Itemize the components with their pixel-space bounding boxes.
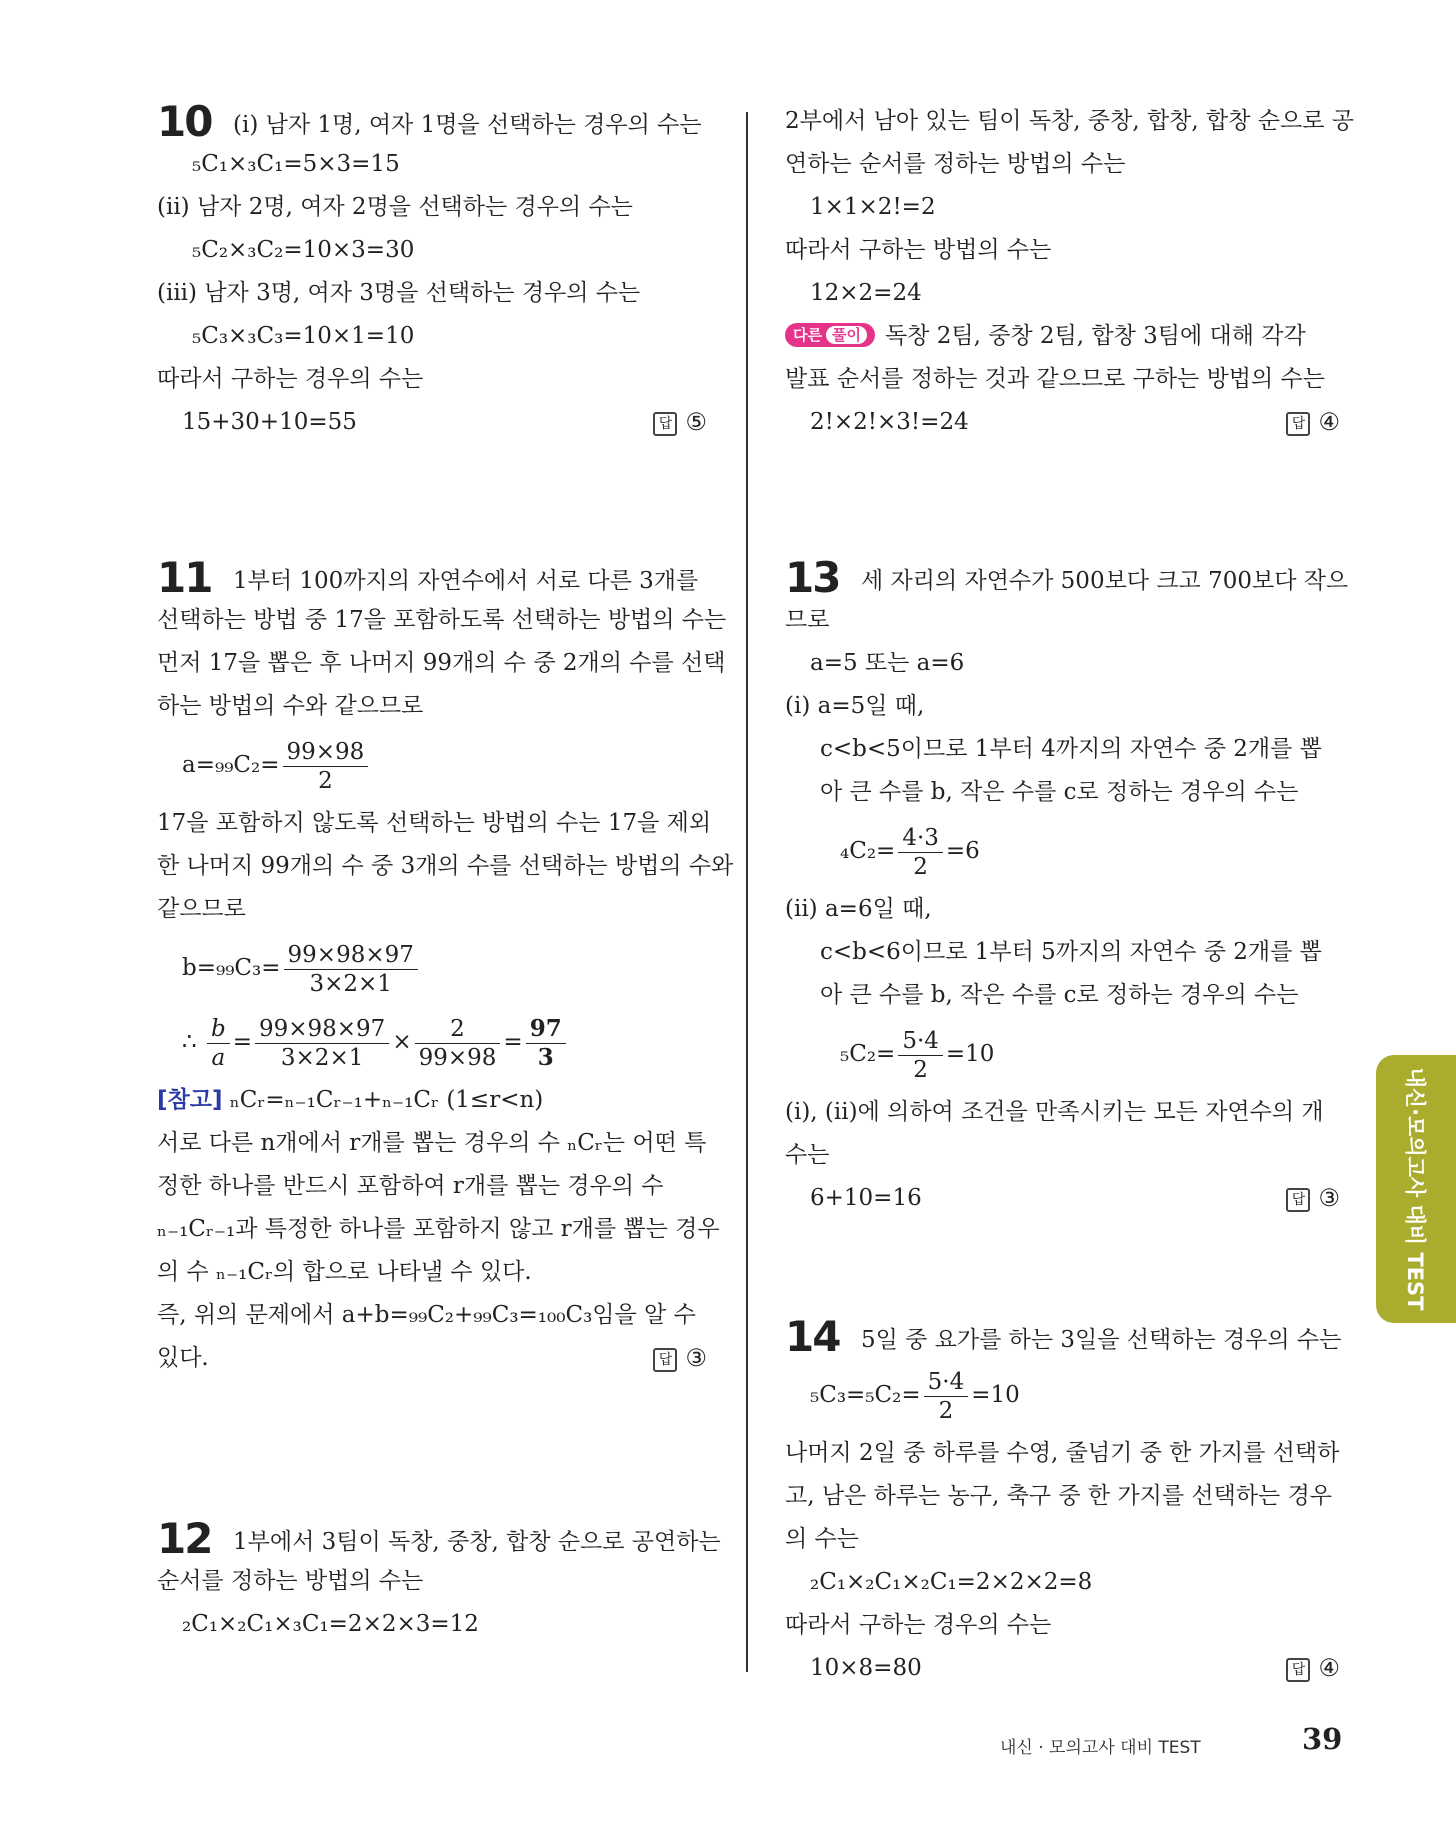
result-equation: 12×2=24 bbox=[810, 280, 922, 306]
question-14 bbox=[785, 1312, 1342, 1690]
numerator: b bbox=[207, 1015, 230, 1044]
denominator: 3 bbox=[537, 1043, 554, 1071]
result-equation: 10×8=80 bbox=[810, 1655, 922, 1681]
equation-case-1 bbox=[785, 814, 1340, 888]
text-line: c<b<5이므로 1부터 4까지의 자연수 중 2개를 뽑 bbox=[820, 736, 1322, 762]
question-number: 11 bbox=[157, 553, 212, 602]
numerator: 5·4 bbox=[898, 1027, 943, 1056]
equation: 2!×2!×3!=24 bbox=[810, 409, 969, 435]
text-line: 5일 중 요가를 하는 3일을 선택하는 경우의 수는 bbox=[861, 1327, 1342, 1353]
text-line: (i) a=5일 때, bbox=[785, 693, 925, 719]
question-number: 12 bbox=[157, 1514, 212, 1563]
equation-a bbox=[157, 728, 707, 802]
numerator: 5·4 bbox=[924, 1368, 969, 1397]
numerator: 99×98×97 bbox=[284, 941, 418, 970]
text-line: 순서를 정하는 방법의 수는 bbox=[157, 1568, 424, 1594]
denominator: 2 bbox=[913, 853, 928, 880]
answer-choice: ③ bbox=[1318, 1184, 1340, 1212]
text-line: 따라서 구하는 경우의 수는 bbox=[157, 366, 424, 392]
page-number: 39 bbox=[1302, 1722, 1343, 1756]
badge-label: 다른 bbox=[793, 326, 822, 344]
text-line: 따라서 구하는 경우의 수는 bbox=[785, 1612, 1052, 1638]
fraction bbox=[924, 1368, 969, 1425]
equation-rhs: =6 bbox=[945, 838, 980, 864]
equation: ₂C₁×₂C₁×₂C₁=2×2×2=8 bbox=[810, 1569, 1093, 1595]
equation-lhs: a=₉₉C₂= bbox=[182, 752, 280, 778]
fraction bbox=[526, 1015, 566, 1072]
text-line: 독창 2팀, 중창 2팀, 합창 3팀에 대해 각각 bbox=[884, 323, 1306, 349]
answer-icon: 답 bbox=[653, 1348, 677, 1372]
text-line: (ii) a=6일 때, bbox=[785, 896, 932, 922]
fraction bbox=[898, 1027, 943, 1084]
text-line: 세 자리의 자연수가 500보다 크고 700보다 작으 bbox=[861, 568, 1349, 594]
text-line: 의 수 ₙ₋₁Cᵣ의 합으로 나타낼 수 있다. bbox=[157, 1259, 532, 1285]
text-line: 정한 하나를 반드시 포함하여 r개를 뽑는 경우의 수 bbox=[157, 1173, 664, 1199]
text-line: 17을 포함하지 않도록 선택하는 방법의 수는 17을 제외 bbox=[157, 810, 712, 836]
text-line: 1부터 100까지의 자연수에서 서로 다른 3개를 bbox=[233, 568, 699, 594]
text-line: 서로 다른 n개에서 r개를 뽑는 경우의 수 ₙCᵣ는 어떤 특 bbox=[157, 1130, 707, 1156]
denominator: 3×2×1 bbox=[280, 1044, 364, 1071]
fraction bbox=[255, 1015, 389, 1072]
question-number: 10 bbox=[157, 97, 212, 146]
equation-lhs: ₅C₃=₅C₂= bbox=[810, 1382, 921, 1408]
answer-icon: 답 bbox=[1286, 1658, 1310, 1682]
numerator: 2 bbox=[415, 1015, 501, 1044]
text-line: 즉, 위의 문제에서 a+b=₉₉C₂+₉₉C₃=₁₀₀C₃임을 알 수 bbox=[157, 1302, 696, 1328]
footer-title: 내신 · 모의고사 대비 TEST bbox=[1000, 1738, 1201, 1758]
text-line: 수는 bbox=[785, 1142, 830, 1168]
question-number: 13 bbox=[785, 553, 840, 602]
numerator: 99×98×97 bbox=[255, 1015, 389, 1044]
answer-icon: 답 bbox=[1286, 1188, 1310, 1212]
equation-rhs: =10 bbox=[945, 1041, 995, 1067]
text-line: 나머지 2일 중 하루를 수영, 줄넘기 중 한 가지를 선택하 bbox=[785, 1440, 1340, 1466]
text-line: 연하는 순서를 정하는 방법의 수는 bbox=[785, 151, 1126, 177]
text-line: 고, 남은 하루는 농구, 축구 중 한 가지를 선택하는 경우 bbox=[785, 1483, 1332, 1509]
denominator: 99×98 bbox=[418, 1044, 497, 1071]
denominator: 2 bbox=[318, 767, 333, 794]
text-line: 한 나머지 99개의 수 중 3개의 수를 선택하는 방법의 수와 bbox=[157, 853, 734, 879]
text-line: 하는 방법의 수와 같으므로 bbox=[157, 693, 424, 719]
equation-b bbox=[157, 931, 707, 1005]
section-side-tab[interactable] bbox=[1376, 1055, 1456, 1323]
alternative-solution-badge bbox=[785, 323, 875, 347]
answer-choice: ④ bbox=[1318, 408, 1340, 436]
result-equation: 15+30+10=55 bbox=[182, 409, 357, 435]
text-line: (i), (ii)에 의하여 조건을 만족시키는 모든 자연수의 개 bbox=[785, 1099, 1324, 1125]
question-11 bbox=[157, 553, 734, 1380]
answer-choice: ④ bbox=[1318, 1654, 1340, 1682]
text-line: 발표 순서를 정하는 것과 같으므로 구하는 방법의 수는 bbox=[785, 366, 1325, 392]
numerator: 4·3 bbox=[898, 824, 943, 853]
reference-equation: ₙCᵣ=ₙ₋₁Cᵣ₋₁+ₙ₋₁Cᵣ (1≤r<n) bbox=[229, 1087, 544, 1113]
text-line: 1부에서 3팀이 독창, 중창, 합창 순으로 공연하는 bbox=[233, 1529, 721, 1555]
equation: ₅C₁×₃C₁=5×3=15 bbox=[192, 151, 400, 177]
side-tab-label: 내신·모의고사 대비 TEST bbox=[1403, 1067, 1427, 1311]
reference-label: [참고] bbox=[157, 1087, 223, 1113]
therefore-symbol: ∴ bbox=[182, 1029, 197, 1055]
question-10 bbox=[157, 97, 707, 444]
fraction bbox=[283, 738, 369, 795]
text-line: ₙ₋₁Cᵣ₋₁과 특정한 하나를 포함하지 않고 r개를 뽑는 경우 bbox=[157, 1216, 720, 1242]
left-column bbox=[157, 97, 734, 1646]
text-line: 따라서 구하는 방법의 수는 bbox=[785, 237, 1052, 263]
equation-case-2 bbox=[785, 1017, 1340, 1091]
question-number: 14 bbox=[785, 1312, 840, 1361]
text-line: 아 큰 수를 b, 작은 수를 c로 정하는 경우의 수는 bbox=[820, 982, 1299, 1008]
text-line: c<b<6이므로 1부터 5까지의 자연수 중 2개를 뽑 bbox=[820, 939, 1322, 965]
equation-yoga bbox=[785, 1358, 1340, 1432]
equation-ratio: ∴ $\frac{b}{a}$ = $\frac{99\times 98\times 97}{3\times 2\times 1}$ × $\frac{2}{99\times 98}$ = $\frac{97}{3}$ bbox=[157, 1005, 707, 1079]
answer-mark bbox=[653, 401, 707, 445]
result-equation: 6+10=16 bbox=[810, 1185, 922, 1211]
equation-lhs: ₄C₂= bbox=[840, 838, 896, 864]
equation: 1×1×2!=2 bbox=[810, 194, 936, 220]
answer-choice: ⑤ bbox=[685, 408, 707, 436]
fraction bbox=[207, 1015, 230, 1072]
answer-mark bbox=[1286, 1177, 1340, 1221]
text-line: 있다. bbox=[157, 1345, 209, 1371]
equation-rhs: =10 bbox=[971, 1382, 1020, 1408]
right-column bbox=[785, 100, 1354, 1690]
column-divider bbox=[746, 112, 748, 1672]
text-line: (iii) 남자 3명, 여자 3명을 선택하는 경우의 수는 bbox=[157, 280, 641, 306]
fraction bbox=[898, 824, 943, 881]
numerator: 99×98 bbox=[283, 738, 369, 767]
answer-icon: 답 bbox=[653, 412, 677, 436]
text-line: 므로 bbox=[785, 607, 830, 633]
denominator: 3×2×1 bbox=[309, 970, 392, 997]
denominator: 2 bbox=[913, 1056, 928, 1083]
fraction bbox=[415, 1015, 501, 1072]
text-line: (ii) 남자 2명, 여자 2명을 선택하는 경우의 수는 bbox=[157, 194, 633, 220]
text-line: 아 큰 수를 b, 작은 수를 c로 정하는 경우의 수는 bbox=[820, 779, 1299, 805]
answer-icon: 답 bbox=[1286, 412, 1310, 436]
answer-mark bbox=[1286, 401, 1340, 445]
text-line: 선택하는 방법 중 17을 포함하도록 선택하는 방법의 수는 bbox=[157, 607, 727, 633]
question-12-continued bbox=[785, 100, 1354, 444]
numerator: 97 bbox=[526, 1015, 566, 1044]
text-line: 2부에서 남아 있는 팀이 독창, 중창, 합창, 합창 순으로 공 bbox=[785, 108, 1354, 134]
denominator: 2 bbox=[938, 1397, 954, 1424]
text-line: 같으므로 bbox=[157, 896, 246, 922]
answer-mark bbox=[653, 1337, 707, 1381]
equation: ₂C₁×₂C₁×₃C₁=2×2×3=12 bbox=[182, 1611, 479, 1637]
text-line: 먼저 17을 뽑은 후 나머지 99개의 수 중 2개의 수를 선택 bbox=[157, 650, 726, 676]
question-13 bbox=[785, 553, 1349, 1220]
denominator: a bbox=[211, 1044, 226, 1071]
answer-choice: ③ bbox=[685, 1344, 707, 1372]
equation: a=5 또는 a=6 bbox=[810, 650, 965, 676]
text-line: (i) 남자 1명, 여자 1명을 선택하는 경우의 수는 bbox=[233, 112, 702, 138]
equation: ₅C₂×₃C₂=10×3=30 bbox=[192, 237, 415, 263]
answer-mark bbox=[1286, 1647, 1340, 1691]
equation-lhs: b=₉₉C₃= bbox=[182, 955, 281, 981]
question-12 bbox=[157, 1514, 721, 1646]
fraction bbox=[284, 941, 418, 998]
text-line: 의 수는 bbox=[785, 1526, 859, 1552]
equation-lhs: ₅C₂= bbox=[840, 1041, 896, 1067]
equation: ₅C₃×₃C₃=10×1=10 bbox=[192, 323, 415, 349]
badge-label-inner: 풀이 bbox=[826, 326, 867, 344]
